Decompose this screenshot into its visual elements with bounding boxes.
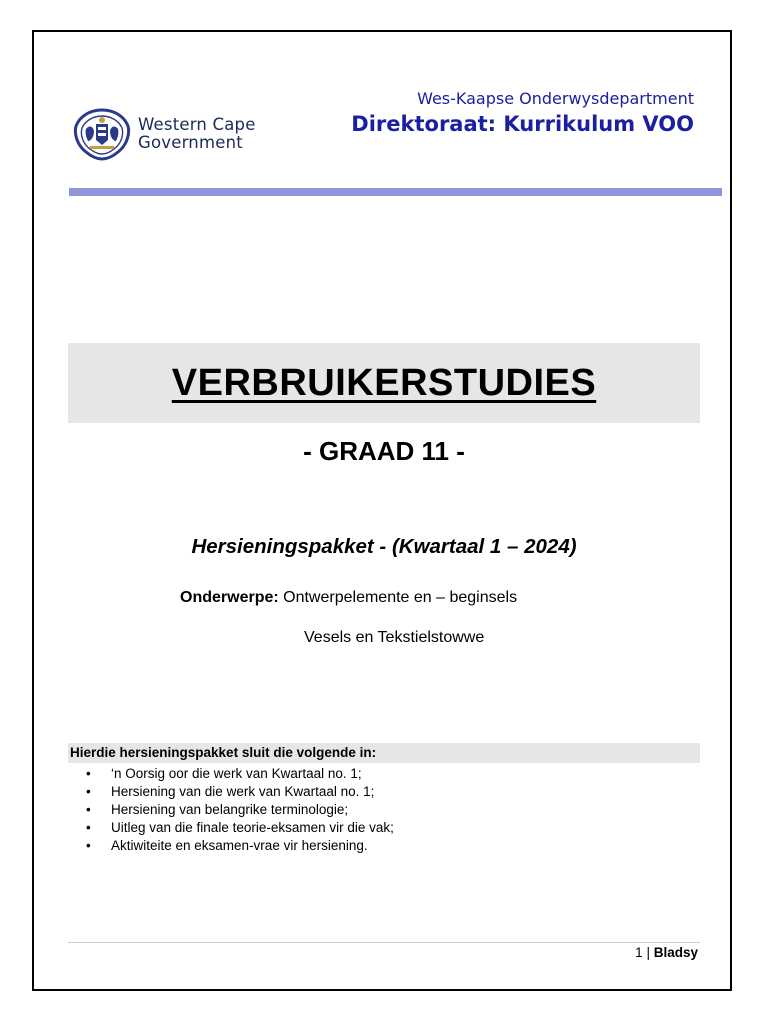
topics-label: Onderwerpe bbox=[180, 589, 274, 606]
list-item bbox=[86, 819, 394, 837]
footer-divider bbox=[68, 942, 700, 943]
list-item-text: Uitleg van die finale teorie-eksamen vir die vak; bbox=[111, 820, 394, 835]
list-item bbox=[86, 783, 394, 801]
topics-separator: : bbox=[273, 589, 279, 606]
directorate-name: Direktoraat: Kurrikulum VOO bbox=[351, 112, 694, 136]
logo-line-1: Western Cape bbox=[138, 115, 256, 134]
page-footer bbox=[635, 945, 698, 960]
list-item bbox=[86, 837, 394, 855]
coat-of-arms-icon bbox=[72, 107, 132, 161]
government-logo bbox=[72, 107, 256, 161]
bullet: • bbox=[86, 838, 91, 853]
header-divider bbox=[69, 188, 722, 196]
list-item bbox=[86, 801, 394, 819]
department-heading bbox=[351, 88, 694, 138]
page-number: 1 bbox=[635, 945, 643, 960]
list-item bbox=[86, 765, 394, 783]
includes-list bbox=[86, 765, 394, 855]
list-item-text: Aktiwiteite en eksamen-vrae vir hersiening. bbox=[111, 838, 368, 853]
topic-item-1: Ontwerpelemente en – beginsels bbox=[283, 589, 518, 606]
bullet: • bbox=[86, 784, 91, 799]
bullet: • bbox=[86, 766, 91, 781]
bullet: • bbox=[86, 802, 91, 817]
package-title: Hersieningspakket - (Kwartaal 1 – 2024) bbox=[191, 535, 577, 558]
list-item-text: Hersiening van belangrike terminologie; bbox=[111, 802, 349, 817]
page-label: Bladsy bbox=[653, 945, 698, 960]
bullet: • bbox=[86, 820, 91, 835]
logo-text bbox=[138, 116, 256, 152]
grade-heading: - GRAAD 11 - bbox=[303, 436, 465, 466]
footer-separator: | bbox=[646, 945, 650, 960]
list-item-text: Hersiening van die werk van Kwartaal no. 1; bbox=[111, 784, 375, 799]
department-name: Wes-Kaapse Onderwysdepartment bbox=[417, 89, 694, 108]
logo-line-2: Government bbox=[138, 133, 243, 152]
list-item-text: ‘n Oorsig oor die werk van Kwartaal no. 1; bbox=[111, 766, 362, 781]
topic-item-2: Vesels en Tekstielstowwe bbox=[304, 629, 485, 646]
includes-heading: Hierdie hersieningspakket sluit die volgende in: bbox=[68, 743, 700, 763]
topics-line bbox=[180, 589, 517, 607]
document-title: VERBRUIKERSTUDIES bbox=[171, 361, 597, 404]
title-banner bbox=[68, 343, 700, 423]
